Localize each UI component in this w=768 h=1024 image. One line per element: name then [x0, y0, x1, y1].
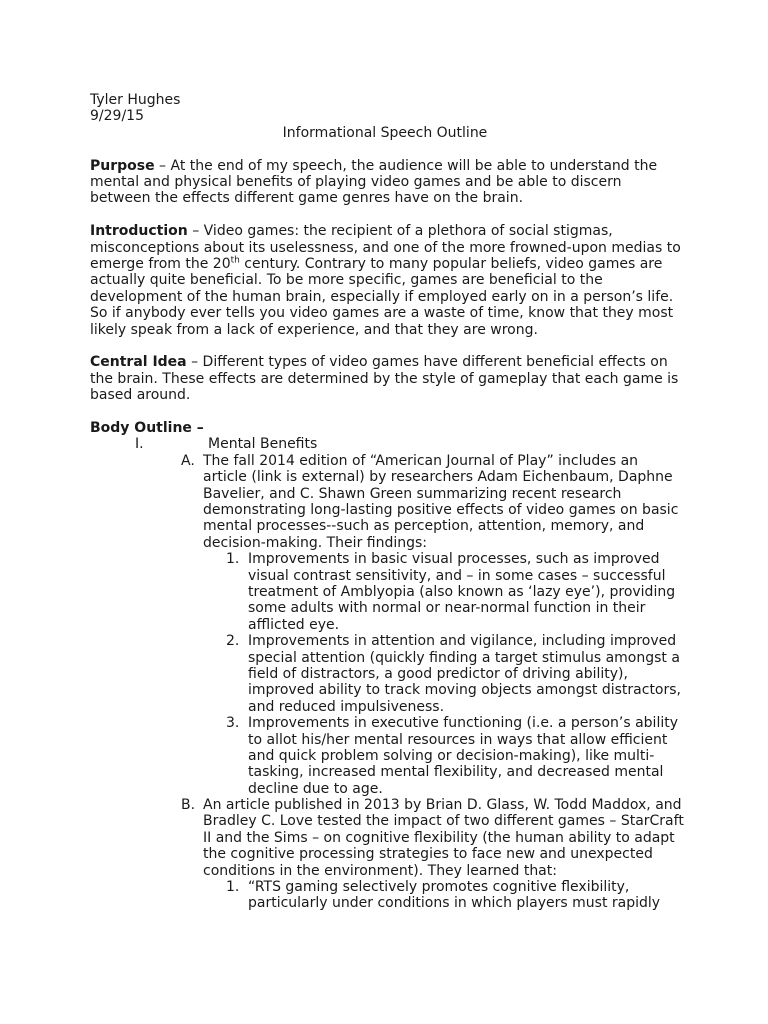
outline-item-B	[90, 797, 684, 912]
purpose-section	[90, 158, 680, 207]
list-item-text: Improvements in executive functioning (i.e. a person’s ability	[248, 715, 678, 732]
central-idea-section	[90, 354, 680, 403]
list-item-text: treatment of Amblyopia (also known as ‘lazy eye’), providing	[248, 583, 676, 600]
body-outline-section	[90, 420, 684, 912]
list-item-text: and reduced impulsiveness.	[248, 698, 445, 715]
list-item-text: special attention (quickly finding a target stimulus amongst a	[248, 649, 680, 666]
list-number: 2.	[226, 633, 240, 650]
outline-text: article (link is external) by researchers Adam Eichenbaum, Daphne	[203, 469, 673, 486]
introduction-text: So if anybody ever tells you video games are a waste of time, know that they most	[90, 305, 674, 322]
list-item-text: decline due to age.	[248, 780, 383, 797]
outline-text: Bradley C. Love tested the impact of two different games – StarCraft	[203, 813, 684, 830]
purpose-text: – At the end of my speech, the audience will be able to understand the	[154, 157, 658, 174]
outline-text: The fall 2014 edition of “American Journal of Play” includes an	[203, 452, 639, 469]
outline-heading-text: Mental Benefits	[208, 436, 318, 453]
list-item-text: improved ability to track moving objects amongst distractors,	[248, 682, 682, 699]
purpose-text: mental and physical benefits of playing video games and be able to discern	[90, 174, 622, 191]
list-number: 1.	[226, 879, 240, 896]
introduction-text: development of the human brain, especially if employed early on in a person’s life.	[90, 288, 674, 305]
list-number: 3.	[226, 715, 240, 732]
outline-text: decision-making. Their findings:	[203, 534, 428, 551]
introduction-text: century. Contrary to many popular beliefs, video games are	[239, 256, 663, 273]
introduction-text: likely speak from a lack of experience, and that they are wrong.	[90, 321, 538, 338]
list-item-text: visual contrast sensitivity, and – in some cases – successful	[248, 567, 666, 584]
outline-heading-I	[90, 436, 680, 452]
introduction-section	[90, 223, 680, 338]
list-item-text: and quick problem solving or decision-making), like multi-	[248, 747, 655, 764]
list-letter: A.	[181, 452, 195, 469]
document-title: Informational Speech Outline	[282, 124, 488, 141]
list-item-text: field of distractors, a good predictor of driving ability),	[248, 665, 628, 682]
purpose-text: between the effects different game genres have on the brain.	[90, 190, 524, 207]
list-item-text: afflicted eye.	[248, 616, 340, 633]
outline-text: demonstrating long-lasting positive effects of video games on basic	[203, 502, 679, 519]
central-idea-text: the brain. These effects are determined by the style of gameplay that each game is	[90, 370, 679, 387]
outline-text: II and the Sims – on cognitive flexibility (the human ability to adapt	[203, 829, 675, 846]
introduction-text: – Video games: the recipient of a plethora of social stigmas,	[187, 223, 613, 240]
list-number: 1.	[226, 551, 240, 568]
central-idea-label: Central Idea	[90, 354, 187, 371]
list-item-text: to allot his/her mental resources in ways that allow efficient	[248, 731, 668, 748]
list-letter: B.	[181, 797, 196, 814]
outline-text: An article published in 2013 by Brian D. Glass, W. Todd Maddox, and	[203, 797, 682, 814]
introduction-text: emerge from the 20	[90, 256, 231, 273]
purpose-label: Purpose	[90, 157, 155, 174]
introduction-label: Introduction	[90, 223, 188, 240]
list-item-text: “RTS gaming selectively promotes cognitive flexibility,	[248, 879, 630, 896]
list-item-text: Improvements in attention and vigilance, including improved	[248, 633, 677, 650]
list-item-text: particularly under conditions in which players must rapidly	[248, 895, 661, 912]
list-item-text: tasking, increased mental flexibility, and decreased mental	[248, 764, 664, 781]
outline-text: the cognitive processing strategies to face new and unexpected	[203, 846, 653, 863]
outline-item-A	[90, 453, 680, 797]
introduction-text: actually quite beneficial. To be more specific, games are beneficial to the	[90, 272, 603, 289]
author-name: Tyler Hughes	[90, 92, 181, 108]
list-item-text: some adults with normal or near-normal function in their	[248, 600, 646, 617]
roman-numeral: I.	[135, 436, 144, 453]
central-idea-text: – Different types of video games have different beneficial effects on	[186, 354, 668, 371]
ordinal-suffix: th	[230, 255, 240, 266]
document-body	[90, 92, 684, 912]
list-item-text: Improvements in basic visual processes, such as improved	[248, 551, 660, 568]
outline-text: Bavelier, and C. Shawn Green summarizing recent research	[203, 485, 622, 502]
body-outline-label: Body Outline –	[90, 420, 204, 437]
outline-text: mental processes--such as perception, attention, memory, and	[203, 518, 645, 535]
document-date: 9/29/15	[90, 108, 144, 125]
introduction-text: misconceptions about its uselessness, and one of the more frowned-upon medias to	[90, 239, 681, 256]
outline-text: conditions in the environment). They learned that:	[203, 862, 557, 879]
central-idea-text: based around.	[90, 387, 191, 404]
